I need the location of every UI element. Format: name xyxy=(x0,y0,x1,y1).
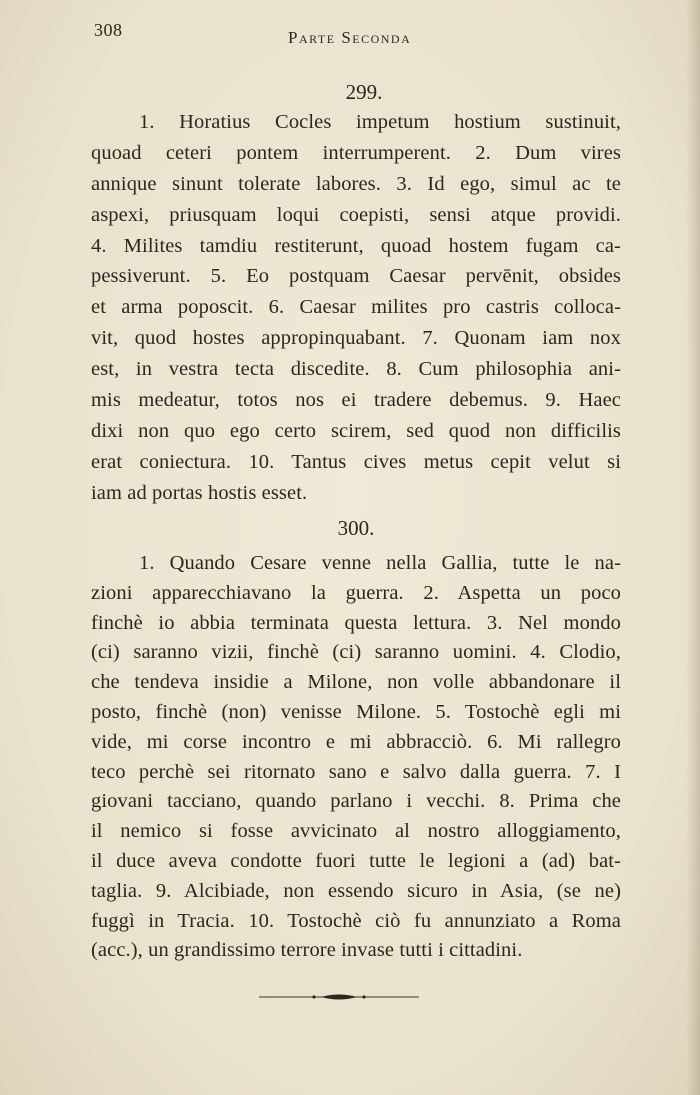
text-line: annique sinunt tolerate labores. 3. Id ego, simul ac te xyxy=(91,172,621,195)
text-line: vit, quod hostes appropinquabant. 7. Quonam iam nox xyxy=(91,327,621,350)
text-line: il nemico si fosse avvicinato al nostro alloggiamento, xyxy=(91,820,621,843)
text-line: mis medeatur, totos nos ei tradere debemus. 9. Haec xyxy=(91,389,621,412)
text-line: 1. Quando Cesare venne nella Gallia, tutte le na- xyxy=(139,552,621,574)
text-line: iam ad portas hostis esset. xyxy=(91,481,308,504)
text-line: giovani tacciano, quando parlano i vecchi. 8. Prima che xyxy=(91,790,621,813)
text-line: 1. Horatius Cocles impetum hostium sustinuit, xyxy=(139,111,621,133)
text-line: fuggì in Tracia. 10. Tostochè ciò fu annunziato a Roma xyxy=(91,909,621,932)
exercise-299-text xyxy=(91,107,621,509)
text-line: erat coniectura. 10. Tantus cives metus cepit velut si xyxy=(91,450,621,473)
text-line: 4. Milites tamdiu restiterunt, quoad hostem fugam ca- xyxy=(91,234,621,257)
text-line: il duce aveva condotte fuori tutte le legioni a (ad) bat- xyxy=(91,849,621,872)
text-line: (ci) saranno vizii, finchè (ci) saranno uomini. 4. Clodio, xyxy=(91,641,621,664)
text-line: et arma poposcit. 6. Caesar milites pro castris colloca- xyxy=(91,296,621,319)
page-edge-shadow xyxy=(686,0,700,1095)
text-line: dixi non quo ego certo scirem, sed quod non difficilis xyxy=(91,419,621,442)
text-line: zioni apparecchiavano la guerra. 2. Aspetta un poco xyxy=(91,581,621,604)
text-line: taglia. 9. Alcibiade, non essendo sicuro in Asia, (se ne) xyxy=(91,879,621,902)
text-line: aspexi, priusquam loqui coepisti, sensi atque providi. xyxy=(91,203,621,226)
section-number-299: 299. xyxy=(345,80,383,104)
text-line: pessiverunt. 5. Eo postquam Caesar pervēnit, obsides xyxy=(91,265,621,288)
text-line: che tendeva insidie a Milone, non volle abbandonare il xyxy=(91,671,621,694)
text-line: finchè io abbia terminata questa lettura. 3. Nel mondo xyxy=(91,611,621,634)
text-line: teco perchè sei ritornato sano e salvo dalla guerra. 7. I xyxy=(91,760,621,783)
text-line: vide, mi corse incontro e mi abbracciò. 6. Mi rallegro xyxy=(91,730,621,753)
page-number: 308 xyxy=(94,20,123,40)
end-ornament xyxy=(259,992,419,1002)
text-line: est, in vestra tecta discedite. 8. Cum philosophia ani- xyxy=(91,358,621,381)
running-head: Parte Seconda xyxy=(288,28,412,47)
exercise-300-text xyxy=(91,549,621,966)
section-number-300: 300. xyxy=(337,516,375,540)
text-line: quoad ceteri pontem interrumperent. 2. Dum vires xyxy=(91,141,621,164)
text-line: posto, finchè (non) venisse Milone. 5. Tostochè egli mi xyxy=(91,700,621,723)
text-line: (acc.), un grandissimo terrore invase tutti i cittadini. xyxy=(91,939,523,962)
